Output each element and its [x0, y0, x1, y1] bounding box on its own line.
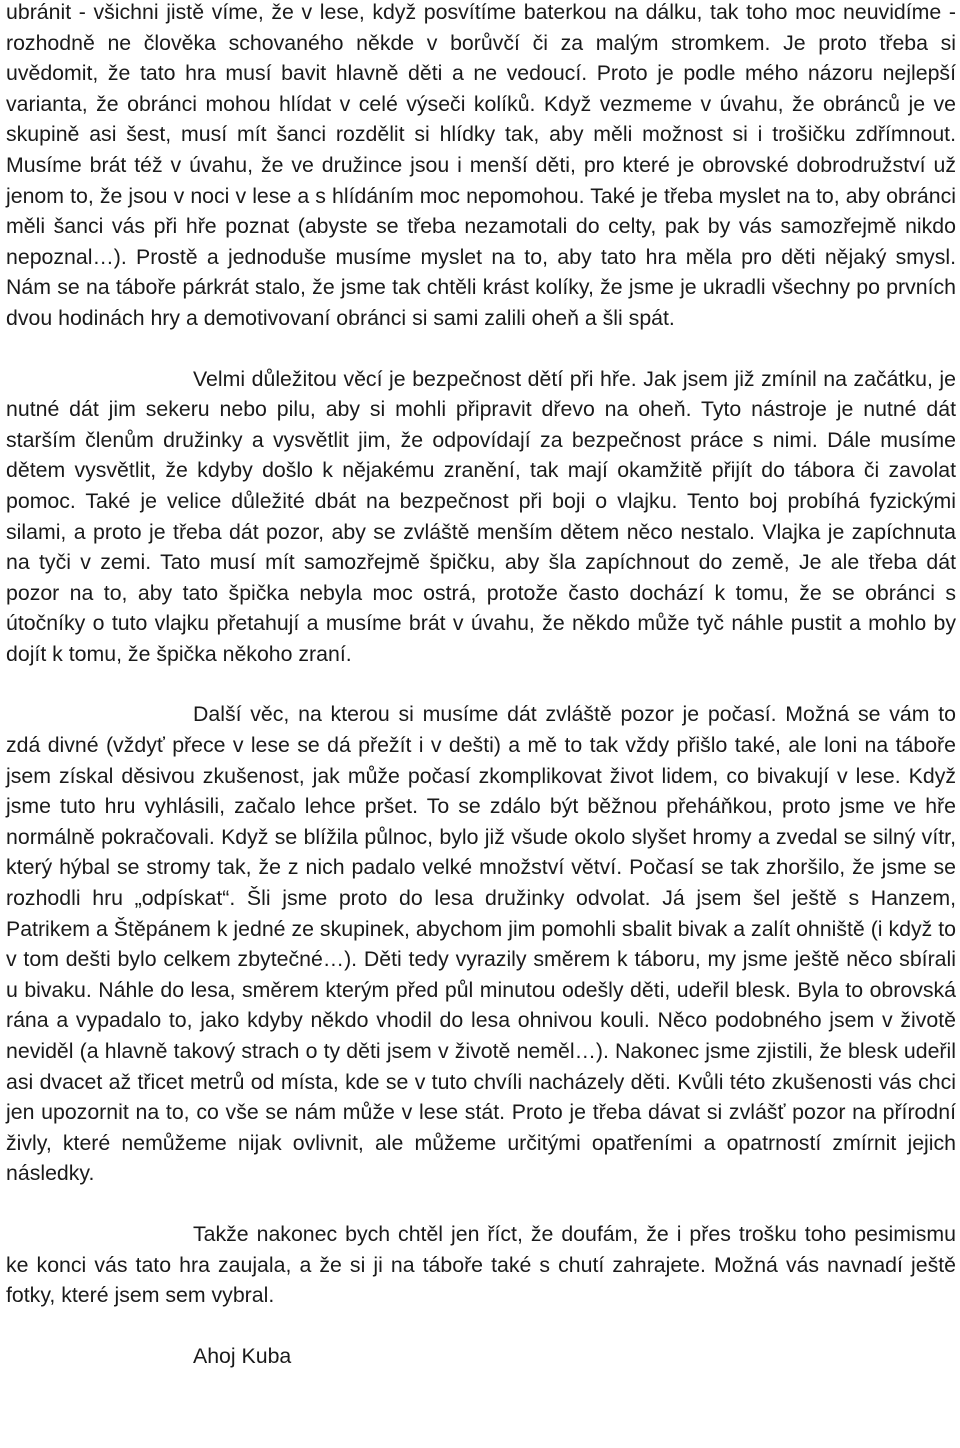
paragraph-game-rules: ubránit - všichni jistě víme, že v lese, když posvítíme baterkou na dálku, tak toho moc neuvidíme - rozhodně ne člověka schovaného někde v borůvčí či za malým stromkem. Je proto třeba si uvědomit, že tato hra musí bavit hlavně děti a ne vedoucí. Proto je podle mého názoru nejlepší varianta, že obránci mohou hlídat v celé výseči kolíků. Když vezmeme v úvahu, že obránců je ve skupině asi šest, musí mít šanci rozdělit si hlídky tak, aby měli možnost si i trošičku zdřímnout. Musíme brát též v úvahu, že ve družince jsou i menší děti, pro které je obrovské dobrodružství už jenom to, že jsou v noci v lese a s hlídáním moc nepomohou. Také je třeba myslet na to, aby obránci měli šanci vás při hře poznat (abyste se třeba nezamotali do celty, pak by vás samozřejmě nikdo nepoznal…). Prostě a jednoduše musíme myslet na to, aby tato hra měla pro děti nějaký smysl. Nám se na táboře párkrát stalo, že jsme tak chtěli krást kolíky, že jsme je ukradli všechny po prvních dvou hodinách hry a demotivovaní obránci si sami zalili oheň a šli spát. — [6, 0, 956, 330]
signature: Ahoj Kuba — [193, 1343, 292, 1368]
paragraph-weather: Další věc, na kterou si musíme dát zvláště pozor je počasí. Možná se vám to zdá divné (vždyť přece v lese se dá přežít i v dešti) a mě to tak vždy přišlo také, ale loni na táboře jsem získal děsivou zkušenost, jak může počasí zkomplikovat život lidem, co bivakují v lese. Když jsme tuto hru vyhlásili, začalo lehce pršet. To se zdálo být běžnou přeháňkou, proto jsme ve hře normálně pokračovali. Když se blížila půlnoc, bylo již všude okolo slyšet hromy a zvedal se silný vítr, který hýbal se stromy tak, že z nich padalo velké množství větví. Počasí se tak zhoršilo, že jsme se rozhodli hru „odpískat“. Šli jsme proto do lesa družinky odvolat. Já jsem šel ještě s Hanzem, Patrikem a Štěpánem k jedné ze skupinek, abychom jim pomohli sbalit bivak a zalít ohniště (i když to v tom dešti bylo celkem zbytečné…). Děti tedy vyrazily směrem k táboru, my jsme ještě něco sbírali u bivaku. Náhle do lesa, směrem kterým před půl minutou odešly děti, udeřil blesk. Byla to obrovská rána a vypadalo to, jako kdyby někdo vhodil do lesa ohnivou kouli. Něco podobného jsem v životě neviděl (a hlavně takový strach o ty děti jsem v životě neměl…). Nakonec jsme zjistili, že blesk udeřil asi dvacet až třicet metrů od místa, kde se v tuto chvíli nacházely děti. Kvůli této zkušenosti vás chci jen upozornit na to, co vše se nám může v lese stát. Proto je třeba dávat si zvlášť pozor na přírodní živly, které nemůžeme nijak ovlivnit, ale můžeme určitými opatřeními a opatrností zmírnit jejich následky. — [6, 702, 956, 1186]
document-page — [6, 0, 956, 1371]
paragraph-safety: Velmi důležitou věcí je bezpečnost dětí při hře. Jak jsem již zmínil na začátku, je nutné dát jim sekeru nebo pilu, aby si mohli připravit dřevo na oheň. Tyto nástroje je nutné dát starším členům družinky a vysvětlit jim, že odpovídají za bezpečnost práce s nimi. Dále musíme dětem vysvětlit, že kdyby došlo k nějakému zranění, tak mají okamžitě přijít do tábora či zavolat pomoc. Také je velice důležité dbát na bezpečnost při boji o vlajku. Tento boj probíhá fyzickými silami, a proto je třeba dát pozor, aby se zvláště menším dětem něco nestalo. Vlajka je zapíchnuta na tyči v zemi. Tato musí mít samozřejmě špičku, aby šla zapíchnout do země, Je ale třeba dát pozor na to, aby tato špička nebyla moc ostrá, protože často dochází k tomu, že se obránci s útočníky o tuto vlajku přetahují a musíme brát v úvahu, že někdo může tyč náhle pustit a mohlo by dojít k tomu, že špička někoho zraní. — [6, 366, 956, 666]
paragraph-conclusion: Takže nakonec bych chtěl jen říct, že doufám, že i přes trošku toho pesimismu ke konci vás tato hra zaujala, a že si ji na táboře také s chutí zahrajete. Možná vás navnadí ještě fotky, které jsem sem vybral. — [6, 1221, 956, 1308]
